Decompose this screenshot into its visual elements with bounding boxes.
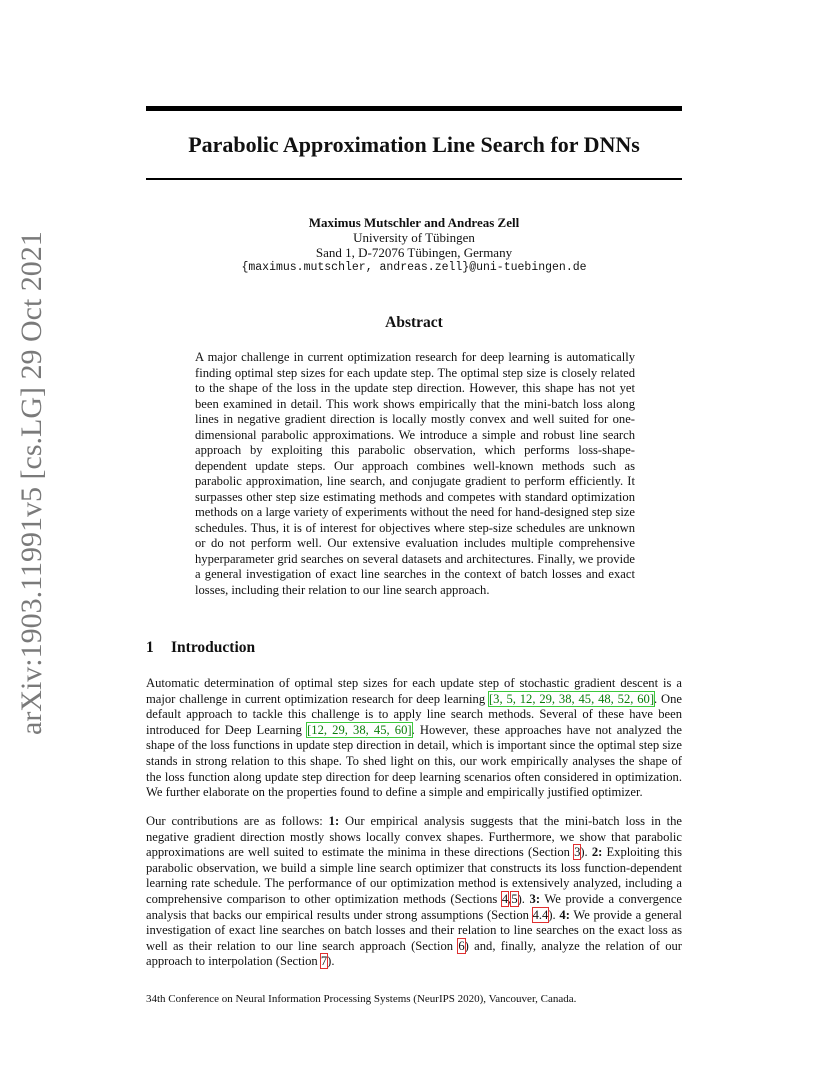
section-ref-link[interactable]: 5 xyxy=(511,891,518,906)
author-address: Sand 1, D-72076 Tübingen, Germany xyxy=(315,245,513,260)
contribution-marker: 3: xyxy=(529,891,541,906)
contribution-marker: 1: xyxy=(328,814,340,828)
intro-paragraph-2 xyxy=(146,814,682,970)
citation-link[interactable]: [12, 29, 38, 45, 60] xyxy=(307,722,412,737)
title-bottom-rule xyxy=(146,178,682,180)
text-run: Exploiting this parabolic observation, we build a simple line search optimizer that constructs its loss function-dependent learning rate schedule. The performance of our optimization method is extensively analyzed, including a comprehensive comparison to other optimization methods (Sections xyxy=(146,845,682,906)
author-affiliation: University of Tübingen xyxy=(353,230,475,245)
section-number: 1 xyxy=(146,639,154,656)
text-run: ). xyxy=(327,954,335,969)
section-title: Introduction xyxy=(171,639,256,656)
arxiv-side-stamp: arXiv:1903.11991v5 [cs.LG] 29 Oct 2021 xyxy=(15,231,48,735)
paper-title: Parabolic Approximation Line Search for DNNs xyxy=(188,132,640,157)
text-run: We provide a convergence analysis that backs our empirical results under strong assumptions (Section xyxy=(146,891,683,922)
text-run: We provide a general investigation of exact line searches on batch losses and their relation to line searches on the exact loss as well as their relation to our line search approach (Section xyxy=(146,907,682,953)
text-run: Our contributions are as follows: xyxy=(146,814,329,828)
section-ref-link[interactable]: 4 xyxy=(501,891,509,906)
text-run: ) and, finally, analyze the relation of our approach to interpolation (Section xyxy=(146,938,682,969)
citation-link[interactable]: [3, 5, 12, 29, 38, 45, 48, 52, 60] xyxy=(488,691,655,706)
section-heading-introduction xyxy=(146,638,255,658)
abstract-text: A major challenge in current optimization research for deep learning is automatically finding optimal step sizes for each update step. The optimal step size is closely related to the shape of the loss in the update step direction. However, this shape has not yet been examined in detail. This work shows empirically that the mini-batch loss along lines in negative gradient direction is locally mostly convex and well suited for one-dimensional parabolic approximations. We introduce a simple and robust line search approach by exploiting this parabolic observation, which performs loss-shape-dependent update steps. Our approach combines well-known methods such as parabolic approximation, line search, and conjugate gradient to perform efficiently. It surpasses other step size estimating methods and competes with standard optimization methods on a large variety of experiments without the need for hand-designed step size schedules. Thus, it is of interest for objectives where step-size schedules are unknown or do not perform well. Our extensive evaluation includes multiple comprehensive hyperparameter grid searches on several datasets and architectures. Finally, we provide a general investigation of exact line searches in the context of batch losses and exact losses, including their relation to our line search approach. xyxy=(195,350,635,597)
text-run: , xyxy=(508,891,512,906)
text-run: Our empirical analysis suggests that the mini-batch loss in the negative gradient direction mostly shows locally convex shapes. Furthermore, we show that parabolic approximations are well suited to estimate the minima in these directions (Section xyxy=(146,814,683,860)
text-run: ). xyxy=(548,907,560,922)
section-ref-link[interactable]: 6 xyxy=(458,938,465,953)
title-top-rule xyxy=(146,106,682,111)
author-block xyxy=(146,215,682,275)
section-ref-link[interactable]: 3 xyxy=(574,845,581,860)
text-run: ). xyxy=(517,891,530,906)
contribution-marker: 4: xyxy=(559,907,570,922)
text-run: . One default approach to tackle this challenge is to apply line search methods. Several of these have been introduced for Deep Learning xyxy=(146,691,683,737)
section-ref-link[interactable]: 4.4 xyxy=(532,907,549,922)
text-run: ). xyxy=(580,845,592,860)
section-ref-link[interactable]: 7 xyxy=(320,954,328,969)
contribution-marker: 2: xyxy=(591,845,603,860)
author-names: Maximus Mutschler and Andreas Zell xyxy=(308,215,520,230)
conference-footnote: 34th Conference on Neural Information Processing Systems (NeurIPS 2020), Vancouver, Canada. xyxy=(146,993,577,1005)
abstract-heading: Abstract xyxy=(385,314,443,331)
author-email[interactable]: {maximus.mutschler, andreas.zell}@uni-tuebingen.de xyxy=(241,261,587,274)
intro-paragraph-1 xyxy=(146,676,682,801)
text-run: . However, these approaches have not analyzed the shape of the loss functions in update step direction in detail, which is important since the optimal step size stands in strong relation to this shape. To shed light on this, our work empirically analyses the shape of the loss function along update step direction for deep learning scenarios often considered in optimization. We further elaborate on the properties found to define a simple and empirically justified optimizer. xyxy=(146,722,682,800)
text-run: Automatic determination of optimal step sizes for each update step of stochastic gradient descent is a major challenge in current optimization research for deep learning xyxy=(146,676,682,706)
